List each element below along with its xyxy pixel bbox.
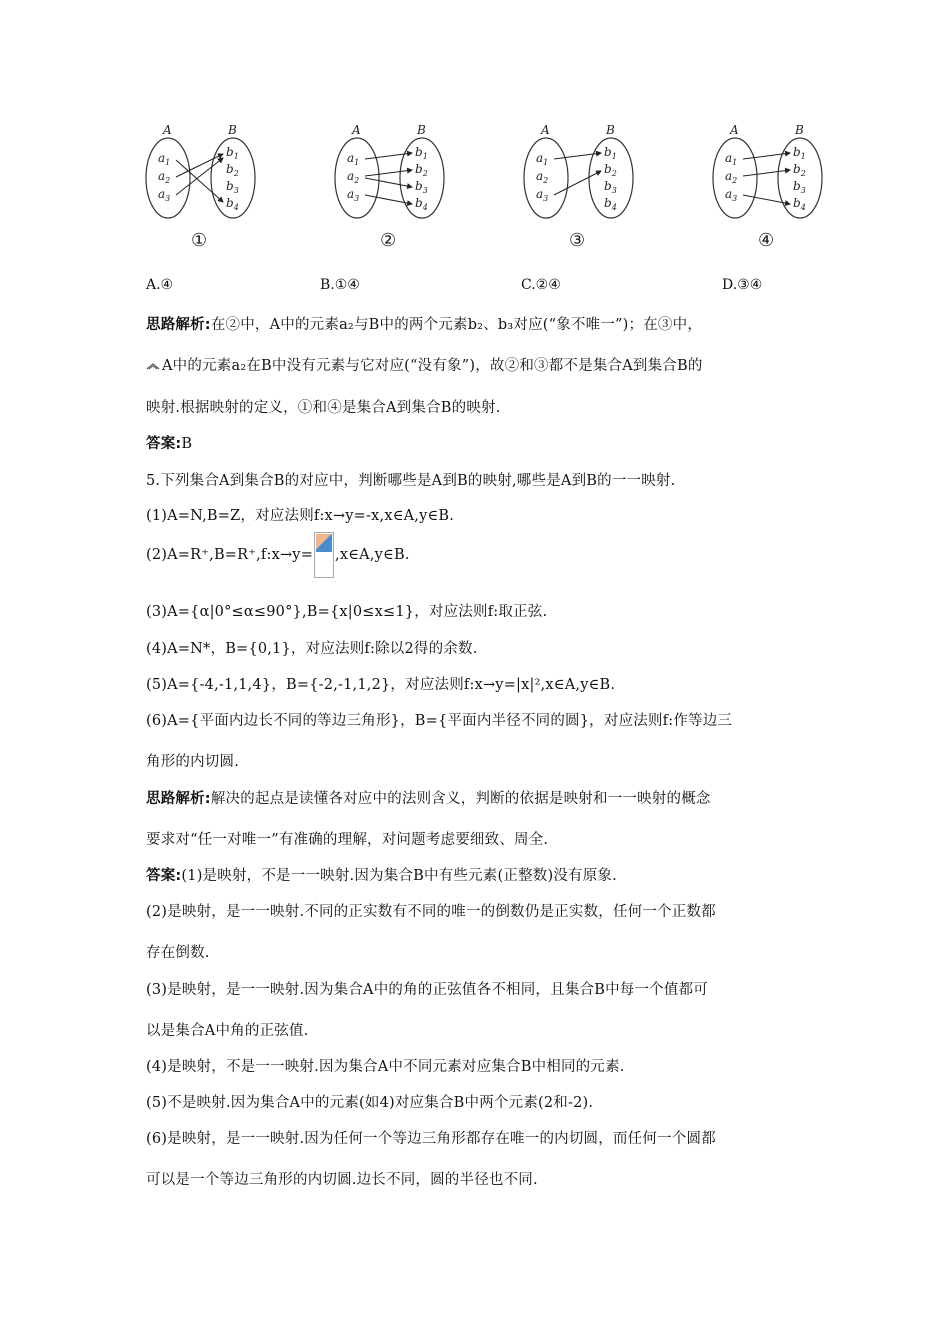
set-a-label: A	[730, 123, 739, 137]
q5-item-6-line-1: (6)A={平面内边长不同的等边三角形}，B={平面内半径不同的圆}，对应法则f:作等边三	[146, 713, 733, 729]
set-b-label: B	[606, 123, 615, 137]
q5-item-2: (2)A=R⁺,B=R⁺,f:x→y= ,x∈A,y∈B.	[146, 529, 410, 581]
mapping-arrow	[743, 195, 790, 204]
mapping-arrow	[176, 160, 223, 202]
q4-answer: 答案:B	[146, 436, 193, 452]
svg-text:b3: $b_3$	[226, 179, 239, 195]
analysis-label: 思路解析:	[146, 791, 211, 807]
q5-answer-line-8: (6)是映射，是一一映射.因为任何一个等边三角形都存在唯一的内切圆，而任何一个圆都	[146, 1131, 716, 1147]
q5-answer-line-3: 存在倒数.	[146, 945, 210, 961]
q5-answer-line-7: (5)不是映射.因为集合A中的元素(如4)对应集合B中两个元素(2和-2).	[146, 1095, 594, 1111]
svg-text:b1: $b_1$	[604, 145, 617, 161]
option-c: C.②④	[521, 277, 561, 293]
svg-text:a1: $a_1$	[158, 151, 171, 167]
svg-text:a3: $a_3$	[158, 187, 171, 203]
q5-item-4: (4)A=N*，B={0,1}，对应法则f:除以2得的余数.	[146, 641, 478, 657]
svg-text:b3: $b_3$	[415, 179, 428, 195]
svg-text:b4: $b_4$	[793, 196, 806, 212]
option-b: B.①④	[320, 277, 360, 293]
q5-item-5: (5)A={-4,-1,1,4}，B={-2,-1,1,2}，对应法则f:x→y=|x|²,x∈A,y∈B.	[146, 677, 616, 693]
q4-analysis-line-3: 映射.根据映射的定义，①和④是集合A到集合B的映射.	[146, 400, 501, 416]
q5-item-3: (3)A={α|0°≤α≤90°},B={x|0≤x≤1}，对应法则f:取正弦.	[146, 604, 548, 620]
set-b-label: B	[417, 123, 426, 137]
svg-text:b2: $b_2$	[226, 162, 239, 178]
svg-text:a3: $a_3$	[536, 187, 549, 203]
q4-analysis-line-2: A中的元素a₂在B中没有元素与它对应(“没有象”)，故②和③都不是集合A到集合B的	[146, 354, 703, 375]
diagram-number: ②	[380, 230, 397, 251]
svg-text:b1: $b_1$	[226, 145, 239, 161]
diagram-number: ③	[569, 230, 586, 251]
mapping-arrow	[554, 153, 601, 159]
mapping-arrow	[365, 170, 412, 176]
svg-text:a1: $a_1$	[347, 151, 360, 167]
q5-answer-line-9: 可以是一个等边三角形的内切圆.边长不同，圆的半径也不同.	[146, 1172, 538, 1188]
svg-text:a1: $a_1$	[536, 151, 549, 167]
mapping-diagram-1	[136, 118, 266, 258]
mapping-arrow	[176, 158, 223, 195]
svg-text:b3: $b_3$	[604, 179, 617, 195]
answer-label: 答案:	[146, 868, 182, 884]
svg-text:b4: $b_4$	[415, 196, 428, 212]
mapping-arrow	[365, 178, 412, 187]
svg-text:a2: $a_2$	[725, 169, 738, 185]
q5-answer-line-5: 以是集合A中角的正弦值.	[146, 1023, 309, 1039]
option-a: A.④	[146, 277, 174, 293]
set-b-label: B	[795, 123, 804, 137]
analysis-label: 思路解析:	[146, 317, 211, 333]
q5-answer-line-6: (4)是映射，不是一一映射.因为集合A中不同元素对应集合B中相同的元素.	[146, 1059, 625, 1075]
svg-text:b1: $b_1$	[415, 145, 428, 161]
svg-text:a3: $a_3$	[347, 187, 360, 203]
svg-text:a1: $a_1$	[725, 151, 738, 167]
mapping-diagram-3	[514, 118, 644, 258]
svg-text:b2: $b_2$	[793, 162, 806, 178]
diagram-number: ①	[191, 230, 208, 251]
answer-label: 答案:	[146, 436, 182, 452]
q5-answer-line-4: (3)是映射，是一一映射.因为集合A中的角的正弦值各不相同，且集合B中每一个值都可	[146, 982, 708, 998]
set-a-label: A	[352, 123, 361, 137]
svg-text:b1: $b_1$	[793, 145, 806, 161]
svg-text:a2: $a_2$	[347, 169, 360, 185]
q4-analysis-line-1: 思路解析:在②中，A中的元素a₂与B中的两个元素b₂、b₃对应(“象不唯一”)；在③中，	[146, 317, 703, 333]
svg-text:b4: $b_4$	[226, 196, 239, 212]
svg-text:a3: $a_3$	[725, 187, 738, 203]
mapping-diagram-2	[325, 118, 455, 258]
mapping-arrow	[176, 154, 223, 177]
svg-text:b2: $b_2$	[415, 162, 428, 178]
set-a-label: A	[541, 123, 550, 137]
q5-item-6-line-2: 角形的内切圆.	[146, 754, 240, 770]
mapping-arrow	[743, 170, 790, 176]
q5-answer-line-1: 答案:(1)是映射，不是一一映射.因为集合B中有些元素(正整数)没有原象.	[146, 868, 617, 884]
mapping-diagram-4	[703, 118, 833, 258]
mapping-arrow	[554, 171, 601, 195]
diagram-number: ④	[758, 230, 775, 251]
q5-title: 5.下列集合A到集合B的对应中，判断哪些是A到B的映射,哪些是A到B的一一映射.	[146, 473, 676, 489]
mapping-arrow	[365, 195, 412, 204]
svg-text:b3: $b_3$	[793, 179, 806, 195]
svg-text:b4: $b_4$	[604, 196, 617, 212]
watermark-icon	[146, 362, 160, 370]
q5-answer-line-2: (2)是映射，是一一映射.不同的正实数有不同的唯一的倒数仍是正实数，任何一个正数都	[146, 904, 716, 920]
q5-analysis-line-1: 思路解析:解决的起点是读懂各对应中的法则含义，判断的依据是映射和一一映射的概念	[146, 791, 711, 807]
svg-text:b2: $b_2$	[604, 162, 617, 178]
mapping-arrow	[365, 153, 412, 159]
formula-image	[314, 532, 334, 578]
option-d: D.③④	[722, 277, 763, 293]
q5-analysis-line-2: 要求对“任一对唯一”有准确的理解，对问题考虑要细致、周全.	[146, 832, 549, 848]
set-a-label: A	[163, 123, 172, 137]
set-b-label: B	[228, 123, 237, 137]
mapping-arrow	[743, 153, 790, 159]
svg-text:a2: $a_2$	[536, 169, 549, 185]
q5-item-1: (1)A=N,B=Z，对应法则f:x→y=-x,x∈A,y∈B.	[146, 508, 455, 524]
svg-text:a2: $a_2$	[158, 169, 171, 185]
